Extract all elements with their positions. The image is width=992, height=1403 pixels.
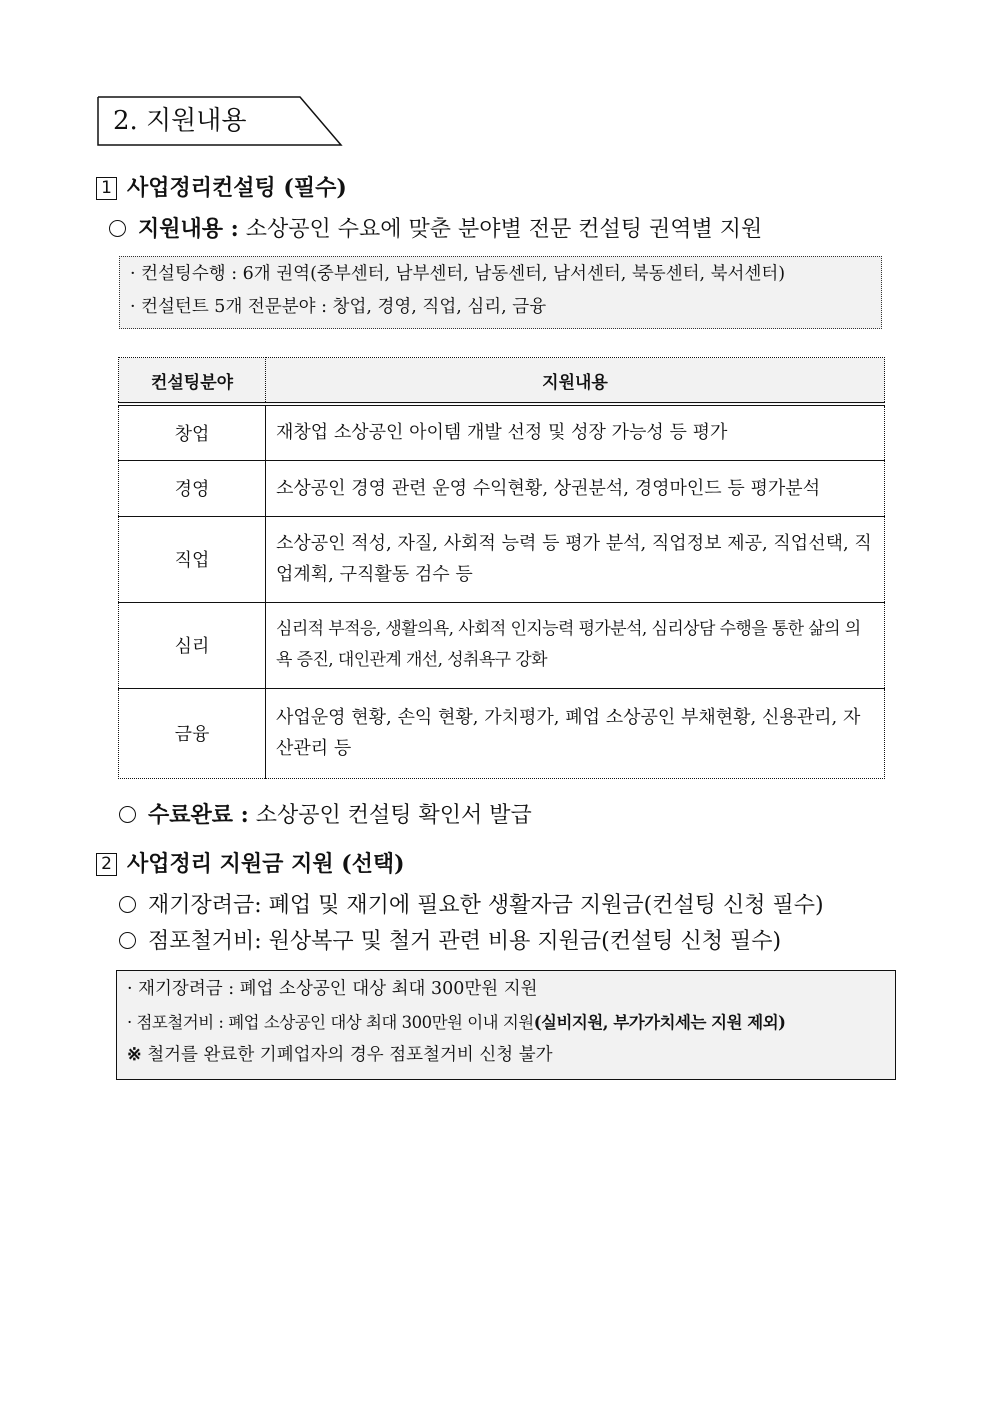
row-field: 심리 xyxy=(119,602,266,688)
info-line: · 컨설팅수행 : 6개 권역(중부센터, 남부센터, 남동센터, 남서센터, 북동센터, 북서센터) xyxy=(130,264,786,284)
table-row xyxy=(119,516,885,602)
info-line-text: · 점포철거비 : 폐업 소상공인 대상 최대 300만원 이내 지원 xyxy=(127,1013,534,1032)
completion-label: 수료완료 : xyxy=(148,802,249,828)
note-mark-icon: ※ xyxy=(127,1045,142,1065)
bullet-text: 재기장려금: 폐업 및 재기에 필요한 생활자금 지원금(컨설팅 신청 필수) xyxy=(148,893,824,918)
section-title-box xyxy=(97,96,343,146)
row-content: 심리적 부적응, 생활의욕, 사회적 인지능력 평가분석, 심리상담 수행을 통한 삶의 의욕 증진, 대인관계 개선, 성취욕구 강화 xyxy=(266,602,885,688)
bullet-line xyxy=(119,891,824,921)
table-row xyxy=(119,460,885,516)
consulting-info-box xyxy=(119,256,882,329)
table-row xyxy=(119,404,885,460)
support-text: 소상공인 수요에 맞춘 분야별 전문 컨설팅 권역별 지원 xyxy=(245,217,763,242)
row-content: 사업운영 현황, 손익 현황, 가치평가, 폐업 소상공인 부채현황, 신용관리, 자산관리 등 xyxy=(266,688,885,778)
row-content: 재창업 소상공인 아이템 개발 선정 및 성장 가능성 등 평가 xyxy=(266,404,885,460)
circle-bullet-icon xyxy=(119,932,136,949)
info-line xyxy=(117,1006,895,1039)
info-line-bold: (실비지원, 부가가치세는 지원 제외) xyxy=(533,1013,786,1032)
part1-heading xyxy=(96,173,347,203)
support-line xyxy=(109,214,762,245)
row-content: 소상공인 적성, 자질, 사회적 능력 등 평가 분석, 직업정보 제공, 직업선택, 직업계획, 구직활동 검수 등 xyxy=(266,516,885,602)
header-field: 컨설팅분야 xyxy=(119,358,266,405)
table-row xyxy=(119,688,885,778)
part1-heading-text: 사업정리컨설팅 (필수) xyxy=(127,175,347,201)
table-header-row xyxy=(119,358,885,405)
circle-bullet-icon xyxy=(119,896,136,913)
note-line xyxy=(117,1039,895,1072)
row-field: 직업 xyxy=(119,516,266,602)
part1-number: 1 xyxy=(96,177,117,200)
bullet-text: 점포철거비: 원상복구 및 철거 관련 비용 지원금(컨설팅 신청 필수) xyxy=(148,929,782,954)
part2-heading xyxy=(96,849,405,879)
section-title: 2. 지원내용 xyxy=(113,106,247,136)
completion-text: 소상공인 컨설팅 확인서 발급 xyxy=(255,803,532,828)
bullet-line xyxy=(119,927,781,957)
table-row xyxy=(119,602,885,688)
circle-bullet-icon xyxy=(119,806,136,823)
support-label: 지원내용 : xyxy=(138,216,239,242)
completion-line xyxy=(119,800,532,831)
row-field: 창업 xyxy=(119,404,266,460)
part2-number: 2 xyxy=(96,853,117,876)
support-info-box xyxy=(116,970,896,1080)
row-field: 금융 xyxy=(119,688,266,778)
part2-heading-text: 사업정리 지원금 지원 (선택) xyxy=(127,851,405,877)
note-text: 철거를 완료한 기폐업자의 경우 점포철거비 신청 불가 xyxy=(141,1045,553,1065)
consulting-table xyxy=(118,357,885,779)
row-content: 소상공인 경영 관련 운영 수익현황, 상권분석, 경영마인드 등 평가분석 xyxy=(266,460,885,516)
circle-bullet-icon xyxy=(109,220,126,237)
row-field: 경영 xyxy=(119,460,266,516)
info-line: · 컨설턴트 5개 전문분야 : 창업, 경영, 직업, 심리, 금융 xyxy=(130,297,547,317)
header-content: 지원내용 xyxy=(266,358,885,405)
info-line: · 재기장려금 : 폐업 소상공인 대상 최대 300만원 지원 xyxy=(127,979,538,999)
